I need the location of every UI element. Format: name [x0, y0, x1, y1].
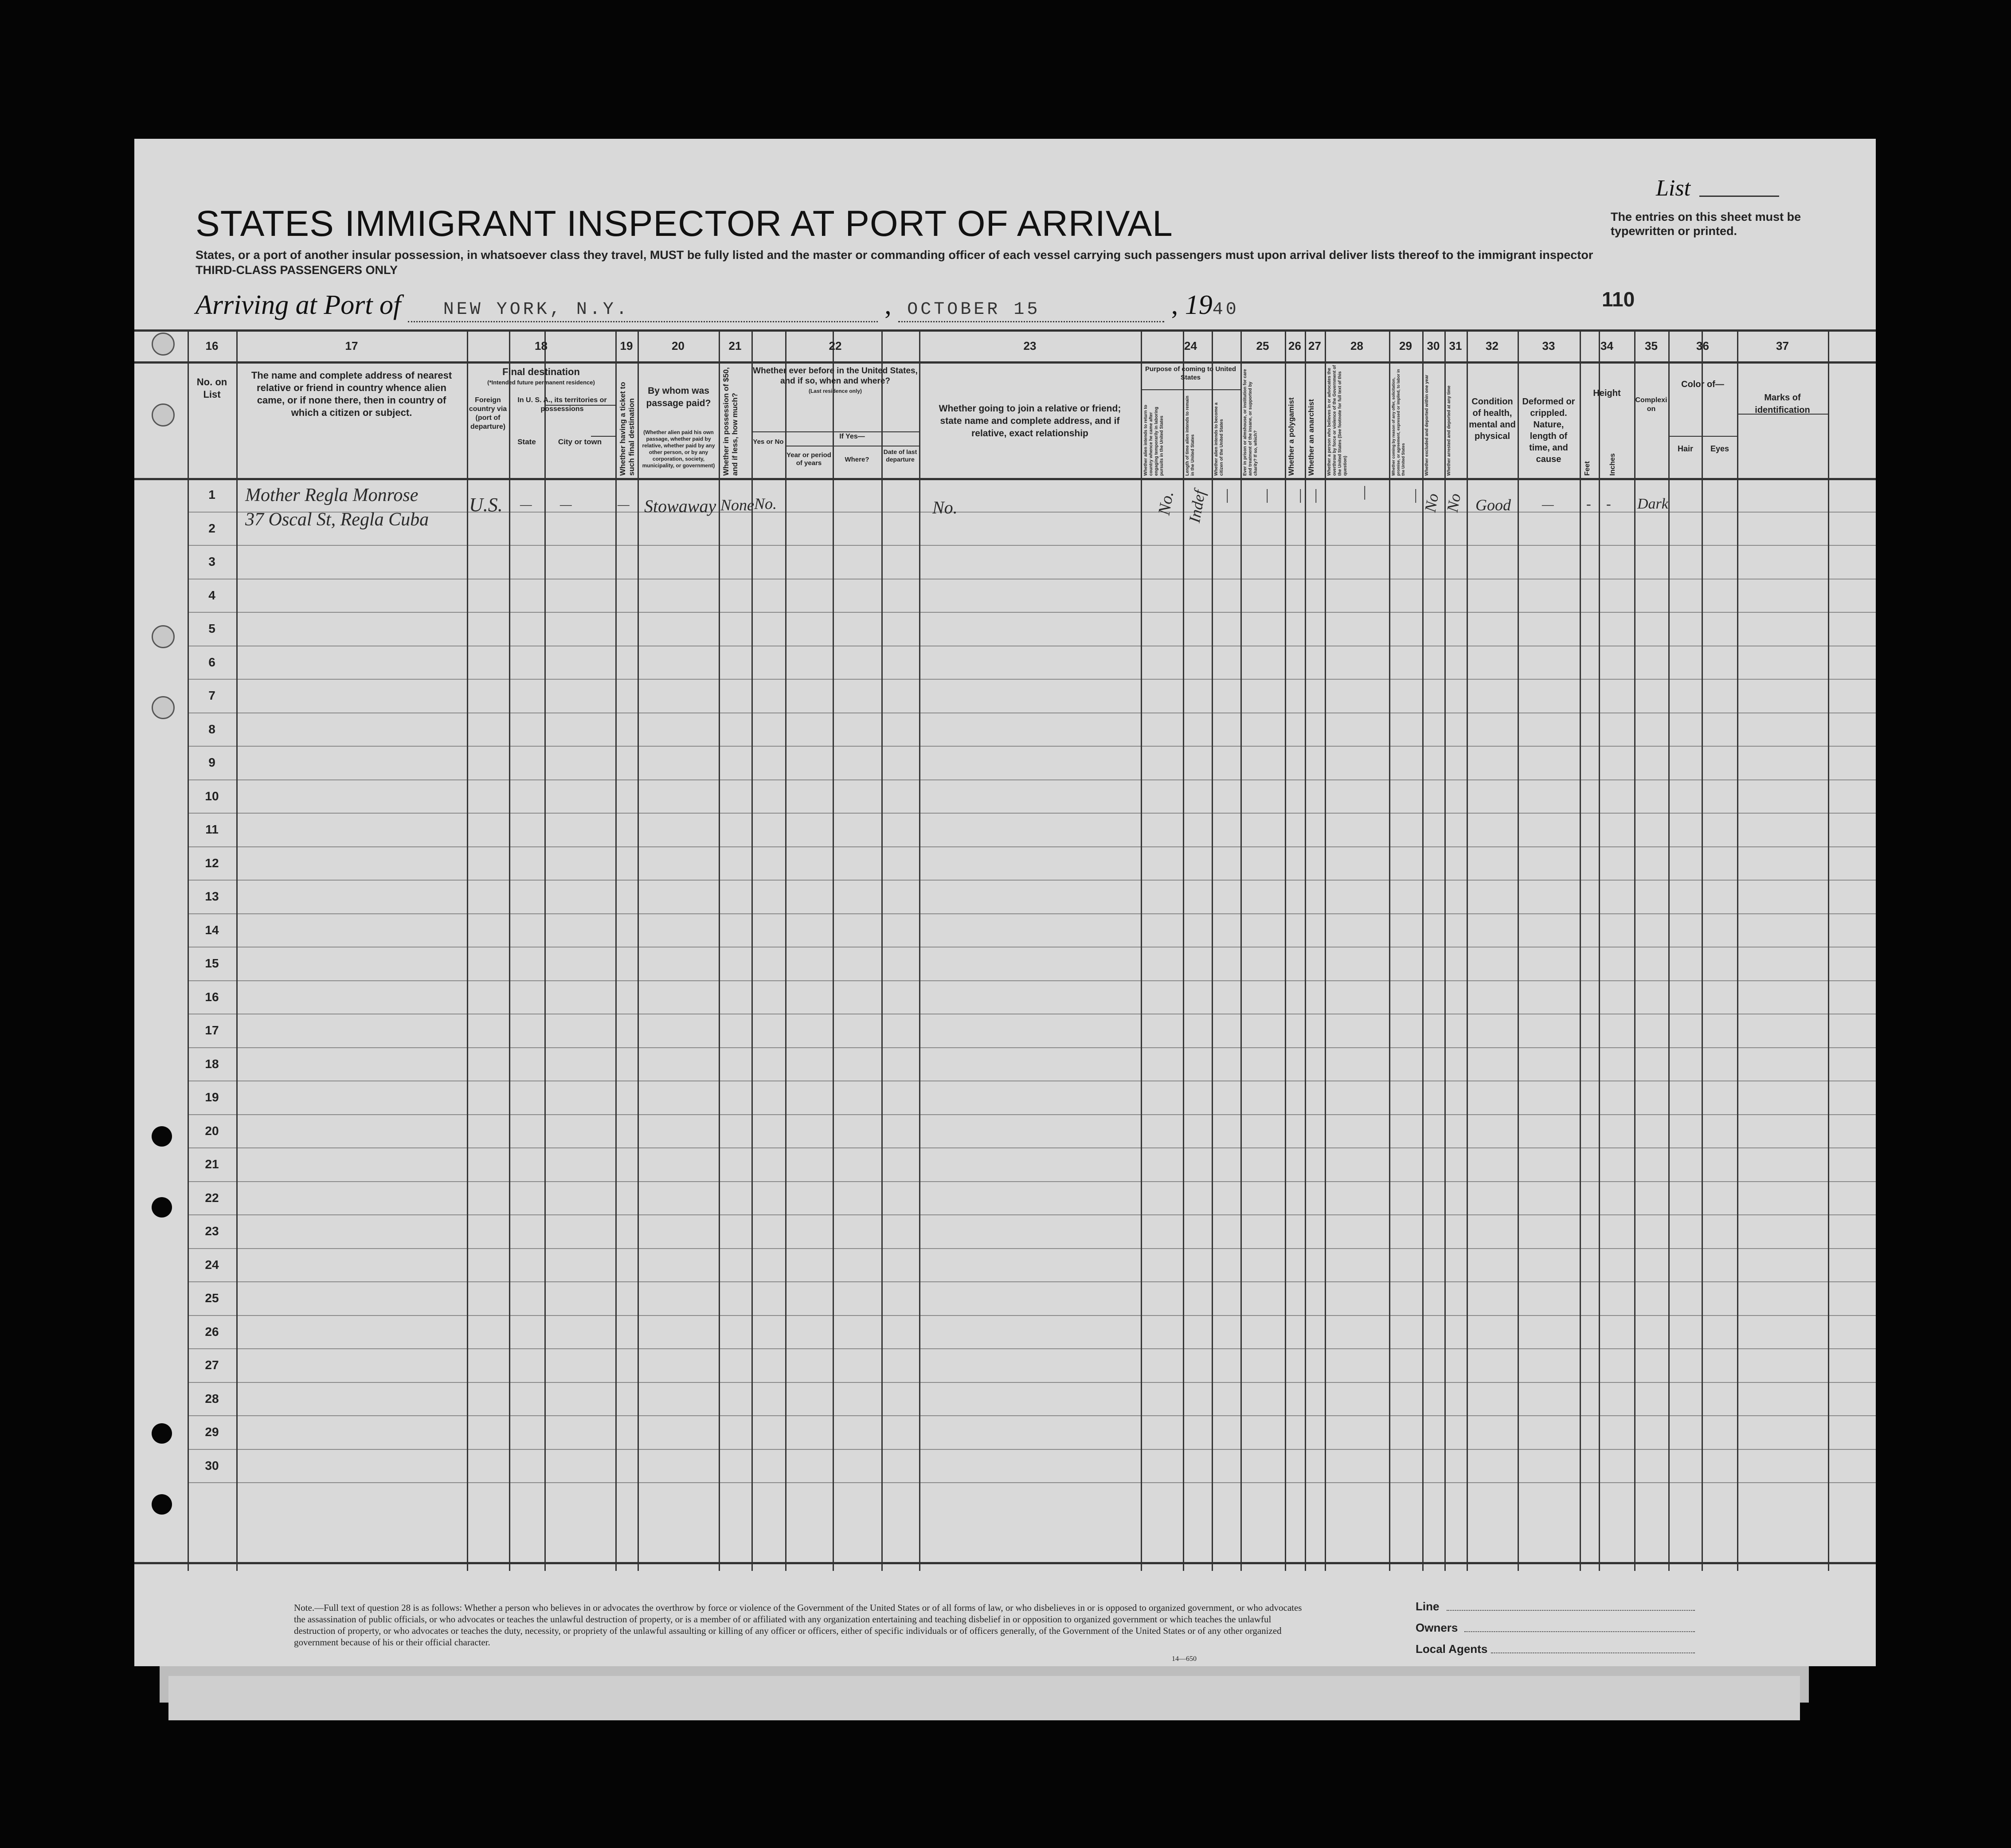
row-number: 23: [205, 1224, 219, 1238]
header-ever-before: Whether ever before in the United States, and if so, when and where?: [753, 366, 918, 386]
entry-money: None: [720, 496, 754, 514]
col-number-31: 31: [1449, 339, 1462, 352]
binder-hole: [152, 1423, 172, 1444]
row-rule: [188, 813, 1876, 814]
binder-hole: [152, 333, 175, 356]
row-number: 25: [205, 1291, 219, 1305]
header-marks: Marks of identification: [1755, 393, 1810, 415]
entry-city: —: [560, 497, 572, 512]
entry-feet: -: [1586, 496, 1591, 512]
manifest-table: [134, 329, 1876, 1571]
row-number: 4: [208, 588, 215, 602]
header-foreign-country: Foreign country via (port of departure): [469, 396, 507, 431]
header-ever-before-note: (Last residence only): [808, 388, 862, 394]
col-number-24: 24: [1184, 339, 1197, 352]
col-number-33: 33: [1542, 339, 1555, 352]
col-number-36: 36: [1696, 339, 1709, 352]
sheet-number: 110: [1602, 288, 1635, 311]
arriving-label: Arriving at Port of: [196, 290, 401, 320]
entry-mark-e: |: [1362, 484, 1367, 500]
row-rule: [188, 512, 1876, 513]
header-polygamist: Whether a polygamist: [1287, 397, 1295, 476]
footer-line-label: Line: [1416, 1600, 1440, 1613]
row-number: 13: [205, 889, 219, 903]
row-rule: [188, 612, 1876, 613]
row-number: 22: [205, 1190, 219, 1205]
port-value: NEW YORK, N.Y.: [443, 300, 630, 320]
row-number: 2: [208, 521, 215, 535]
row-rule: [188, 1248, 1876, 1249]
row-rule: [188, 1214, 1876, 1215]
form-title: STATES IMMIGRANT INSPECTOR AT PORT OF ARRIVAL: [196, 204, 1173, 244]
entry-foreign-country: U.S.: [469, 494, 503, 516]
header-color-of: Color of—: [1681, 380, 1724, 389]
header-state: State: [517, 438, 536, 446]
row-number: 24: [205, 1257, 219, 1272]
row-number: 6: [208, 655, 215, 669]
header-passage-paid: By whom was passage paid?: [646, 386, 711, 408]
year-prefix: 19: [1185, 290, 1213, 320]
underlying-sheet-2: [168, 1676, 1800, 1720]
header-date-departure: Date of last departure: [883, 448, 917, 463]
col-number-30: 30: [1427, 339, 1440, 352]
row-number: 11: [205, 822, 219, 836]
col-number-22: 22: [829, 339, 842, 352]
table-bottom-rule: [134, 1562, 1876, 1564]
header-if-yes: If Yes—: [839, 433, 865, 440]
row-number: 16: [205, 990, 219, 1004]
date-value: OCTOBER 15: [907, 300, 1041, 320]
row-number: 28: [205, 1391, 219, 1406]
footer-note: Note.—Full text of question 28 is as follows: Whether a person who believes in or advocates the overthrow by force or violence of the Government of the United States or of all forms of law, or who disbelieves in or is opposed to organized government, or who advocates the assassination of public officials, or who advocates or teaches the unlawful destruction of property, or is a member of or affiliated with any organization entertaining and teaching disbelief in or opposition to organized government or which teaches the unlawful destruction of property, or who advocates or teaches the duty, necessity, or propriety of the unlawful assaulting or killing of any officer or officers, either of specific individuals or of officers generally, of the Government of the United States or of any other organized government because of his or their official character.: [294, 1602, 1302, 1648]
entry-excluded: No: [1421, 492, 1442, 514]
row-rule: [188, 980, 1876, 981]
row-number: 14: [205, 923, 219, 937]
entry-going-to-join: No.: [932, 497, 958, 517]
row-rule: [188, 1114, 1876, 1115]
form-subtitle-line2: THIRD-CLASS PASSENGERS ONLY: [196, 263, 398, 277]
binder-hole: [152, 696, 175, 719]
col-number-34: 34: [1600, 339, 1613, 352]
row-number: 21: [205, 1157, 219, 1171]
header-going-to-join: Whether going to join a relative or friend; state name and complete address, and if relative, exact relationship: [939, 403, 1121, 439]
entry-length: Indef: [1185, 489, 1209, 524]
row-rule: [188, 746, 1876, 747]
header-inches: Inches: [1609, 453, 1616, 476]
row-number: 10: [205, 789, 219, 803]
col-number-21: 21: [728, 339, 742, 352]
col-number-27: 27: [1308, 339, 1321, 352]
row-rule: [188, 1382, 1876, 1383]
col-number-23: 23: [1023, 339, 1037, 352]
row-rule: [188, 880, 1876, 881]
header-height: Height: [1593, 388, 1621, 398]
list-label: List: [1656, 176, 1691, 201]
header-money: Whether in possession of $50, and if less, how much?: [722, 367, 739, 476]
entry-complexion: Dark: [1637, 496, 1668, 512]
row-number: 9: [208, 756, 215, 769]
entry-mark-a: |: [1225, 487, 1229, 503]
entry-mark-c: |: [1298, 487, 1303, 503]
header-overthrow: Whether a person who believes in or advocates the overthrow by force or violence of the Government of the United States (See footnote for full text of this question): [1327, 365, 1348, 476]
header-final-destination-note: (*Intended future permanent residence): [487, 379, 595, 386]
header-no-on-list: No. on List: [196, 376, 227, 400]
form-subtitle: [196, 247, 1614, 278]
col-number-32: 32: [1486, 339, 1498, 352]
table-number-rule: [134, 361, 1876, 364]
binder-hole: [152, 403, 175, 427]
header-eyes: Eyes: [1710, 444, 1729, 453]
col-number-17: 17: [345, 339, 358, 352]
entry-mark-d: |: [1314, 487, 1318, 503]
row-number: 12: [205, 856, 219, 870]
header-offer-labor: Whether coming by reason of any offer, solicitation, promise, or agreement, expressed or implied, to labor in the United States: [1391, 369, 1405, 476]
row-number: 7: [208, 689, 215, 702]
col-number-35: 35: [1645, 339, 1658, 352]
row-rule: [188, 1047, 1876, 1048]
header-ticket: Whether having a ticket to such final destination: [618, 382, 636, 476]
row-number: 30: [205, 1458, 219, 1472]
row-number: 8: [208, 722, 215, 736]
header-usa: In U. S. A., its territories or possessions: [517, 396, 607, 413]
form-number: 14—650: [1172, 1655, 1197, 1663]
entry-mark-f: |: [1413, 487, 1418, 503]
row-rule: [188, 1315, 1876, 1316]
col-number-20: 20: [672, 339, 685, 352]
row-number: 15: [205, 956, 219, 970]
header-purpose-length: Length of time alien intends to remain in the United States: [1185, 395, 1195, 476]
table-header-rule: [134, 478, 1876, 480]
manifest-sheet: [134, 139, 1876, 1666]
header-purpose-citizen: Whether alien intends to become a citizen of the United States: [1214, 402, 1224, 476]
col-number-18: 18: [535, 339, 548, 352]
row-number: 19: [205, 1090, 219, 1104]
list-note: The entries on this sheet must be typewritten or printed.: [1611, 210, 1801, 238]
footer-owners-label: Owners: [1416, 1621, 1458, 1634]
row-rule: [188, 1415, 1876, 1416]
header-where: Where?: [845, 456, 869, 463]
header-passage-paid-note: (Whether alien paid his own passage, whether paid by relative, whether paid by any other person, or by any corporation, society, municipality, or government): [642, 429, 715, 469]
row-number: 26: [205, 1324, 219, 1339]
row-number: 29: [205, 1425, 219, 1439]
row-rule: [188, 779, 1876, 780]
row-number: 18: [205, 1057, 219, 1071]
col-number-16: 16: [205, 339, 219, 352]
year-suffix: 40: [1212, 300, 1239, 320]
header-nearest-relative: The name and complete address of nearest relative or friend in country whence alien came, or if none there, then in country of which a citizen or subject.: [251, 370, 452, 418]
binder-hole: [152, 1197, 172, 1218]
row-rule: [188, 1281, 1876, 1282]
col-number-19: 19: [620, 339, 633, 352]
header-prison: Ever in prison or almshouse, or institution for care and treatment of the insane, or supported by charity? If so, which?: [1243, 369, 1258, 476]
header-feet: Feet: [1584, 461, 1591, 476]
header-yes-no: Yes or No: [753, 438, 784, 446]
row-rule: [188, 1348, 1876, 1349]
entry-state: —: [520, 497, 532, 512]
header-excluded: Whether excluded and deported within one year: [1424, 375, 1429, 476]
header-health: Condition of health, mental and physical: [1469, 397, 1516, 441]
row-rule: [188, 1449, 1876, 1450]
table-top-rule: [134, 329, 1876, 332]
binder-hole: [152, 1126, 172, 1147]
row-number: 3: [208, 555, 215, 568]
header-years: Year or period of years: [786, 451, 831, 467]
row-rule: [188, 913, 1876, 914]
form-subtitle-line1: States, or a port of another insular possession, in whatsoever class they travel, MUST be fully listed and the master or commanding officer of each vessel carrying such passengers must upon arrival deliver lists thereof to the immigrant inspector: [196, 248, 1593, 262]
header-complexion: Complexion: [1635, 396, 1667, 413]
row-rule: [188, 679, 1876, 680]
entry-ticket: —: [618, 497, 630, 512]
list-line: [1699, 196, 1779, 197]
entry-relative-name: Mother Regla Monrose: [245, 485, 419, 505]
row-rule: [188, 846, 1876, 847]
col-number-25: 25: [1256, 339, 1269, 352]
row-rule: [188, 545, 1876, 546]
entry-purpose: No.: [1154, 489, 1178, 517]
col-number-26: 26: [1288, 339, 1301, 352]
header-city: City or town: [558, 438, 602, 446]
header-hair: Hair: [1677, 444, 1693, 453]
header-purpose: Purpose of coming to United States: [1145, 365, 1236, 381]
entry-arrested: No: [1443, 492, 1464, 514]
header-anarchist: Whether an anarchist: [1307, 399, 1315, 476]
header-final-destination: Final destination: [502, 366, 580, 377]
col-number-29: 29: [1399, 339, 1412, 352]
entry-passage: Stowaway: [644, 496, 716, 516]
entry-health: Good: [1475, 496, 1511, 514]
header-arrested: Whether arrested and deported at any time: [1447, 385, 1452, 476]
entry-inches: -: [1606, 496, 1611, 512]
col-number-28: 28: [1350, 339, 1363, 352]
header-purpose-return: Whether alien intends to return to country whence he came after engaging temporarily in laboring pursuits in the United States: [1143, 404, 1164, 476]
row-rule: [188, 1181, 1876, 1182]
entry-relative-address: 37 Oscal St, Regla Cuba: [245, 509, 429, 530]
binder-hole: [152, 1494, 172, 1515]
header-deformed: Deformed or crippled. Nature, length of time, and cause: [1522, 397, 1575, 464]
binder-hole: [152, 625, 175, 648]
row-number: 1: [208, 488, 215, 501]
arrival-line: Arriving at Port of NEW YORK, N.Y. , OCTOBER 15 , 1940: [196, 290, 1239, 322]
row-number: 17: [205, 1023, 219, 1037]
entry-mark-b: |: [1265, 487, 1269, 503]
col-number-37: 37: [1776, 339, 1789, 352]
row-rule: [188, 1147, 1876, 1148]
footer-local-agents-label: Local Agents: [1416, 1642, 1488, 1656]
row-rule: [188, 1482, 1876, 1483]
entry-ever-before: No.: [754, 495, 777, 513]
row-number: 5: [208, 622, 215, 635]
row-number: 27: [205, 1358, 219, 1372]
row-number: 20: [205, 1124, 219, 1138]
entry-deformed: —: [1542, 497, 1554, 512]
